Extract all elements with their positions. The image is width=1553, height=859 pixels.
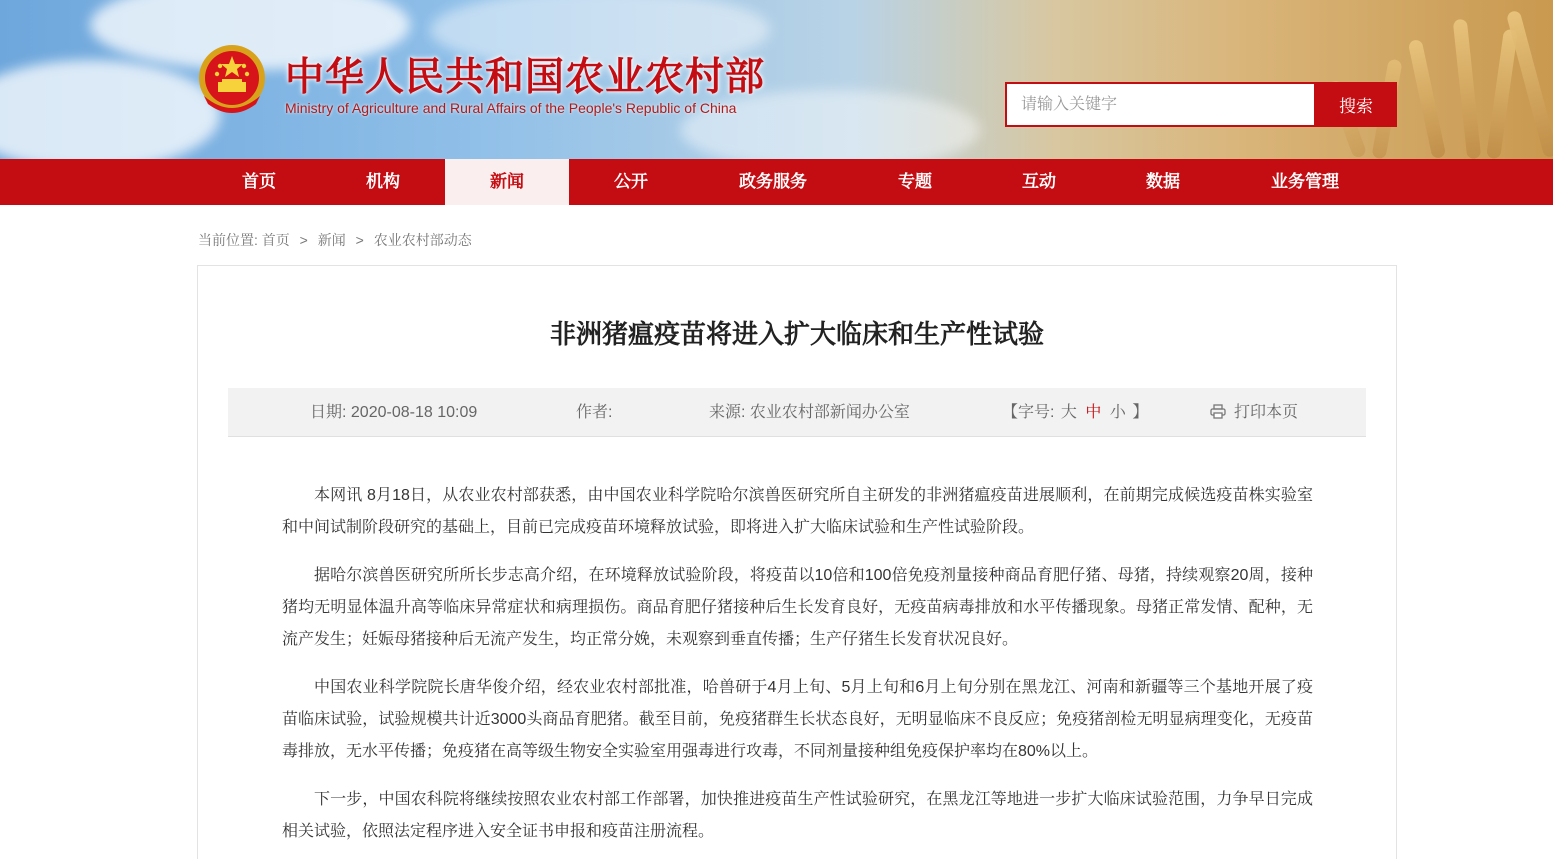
banner-wheat xyxy=(1506,10,1553,159)
header-banner xyxy=(0,0,1553,159)
meta-author-label: 作者: xyxy=(576,404,613,421)
breadcrumb-news[interactable]: 新闻 xyxy=(317,232,346,248)
font-size-large-link[interactable]: 大 xyxy=(1060,404,1077,421)
nav-item-public[interactable]: 公开 xyxy=(614,172,648,191)
nav-item-home[interactable]: 首页 xyxy=(242,172,276,191)
breadcrumb xyxy=(198,230,472,250)
article-body xyxy=(282,480,1313,859)
breadcrumb-ministry-news[interactable]: 农业农村部动态 xyxy=(373,232,472,248)
print-page-label: 打印本页 xyxy=(1234,404,1299,421)
meta-author xyxy=(576,388,612,437)
breadcrumb-prefix: 当前位置: xyxy=(198,232,258,248)
site-title[interactable]: 中华人民共和国农业农村部 xyxy=(285,54,766,100)
article-title: 非洲猪瘟疫苗将进入扩大临床和生产性试验 xyxy=(549,319,1044,349)
font-size-small-link[interactable]: 小 xyxy=(1109,404,1126,421)
nav-item-news[interactable]: 新闻 xyxy=(445,159,569,205)
article-meta-bar xyxy=(228,388,1366,437)
nav-item-interaction[interactable]: 互动 xyxy=(1022,172,1056,191)
search-input[interactable] xyxy=(1005,82,1316,127)
site-subtitle: Ministry of Agriculture and Rural Affairs of the People's Republic of China xyxy=(285,100,737,116)
meta-date-value: 2020-08-18 10:09 xyxy=(350,404,478,421)
article-paragraph: 本网讯 8月18日，从农业农村部获悉，由中国农业科学院哈尔滨兽医研究所自主研发的非洲猪瘟疫苗进展顺利，在前期完成候选疫苗株实验室和中间试制阶段研究的基础上，目前已完成疫苗环境释放试验，即将进入扩大临床试验和生产性试验阶段。 xyxy=(282,487,1313,536)
main-nav xyxy=(0,159,1553,205)
meta-date xyxy=(310,388,477,437)
print-page-button[interactable] xyxy=(1210,388,1298,437)
search-button[interactable]: 搜索 xyxy=(1315,82,1397,127)
banner-wheat xyxy=(1408,39,1447,159)
article-paragraph: 中国农业科学院院长唐华俊介绍，经农业农村部批准，哈兽研于4月上旬、5月上旬和6月上旬分别在黑龙江、河南和新疆等三个基地开展了疫苗临床试验，试验规模共计近3000头商品育肥猪。截至目前，免疫猪群生长状态良好，无明显临床不良反应；免疫猪剖检无明显病理变化，无疫苗毒排放，无水平传播；免疫猪在高等级生物安全实验室用强毒进行攻毒，不同剂量接种组免疫保护率均在80%以上。 xyxy=(282,679,1313,760)
font-size-label: 【字号: xyxy=(1002,404,1055,421)
meta-date-label: 日期: xyxy=(310,404,347,421)
breadcrumb-separator: > xyxy=(355,232,364,248)
article-paragraph: 据哈尔滨兽医研究所所长步志高介绍，在环境释放试验阶段，将疫苗以10倍和100倍免疫剂量接种商品育肥仔猪、母猪，持续观察20周，接种猪均无明显体温升高等临床异常症状和病理损伤。商品育肥仔猪接种后生长发育良好，无疫苗病毒排放和水平传播现象。母猪正常发情、配种，无流产发生；妊娠母猪接种后无流产发生，均正常分娩，未观察到垂直传播；生产仔猪生长发育状况良好。 xyxy=(282,567,1313,648)
nav-item-organization[interactable]: 机构 xyxy=(366,172,400,191)
banner-cloud xyxy=(0,60,220,159)
font-size-medium-link[interactable]: 中 xyxy=(1085,404,1102,421)
breadcrumb-separator: > xyxy=(299,232,308,248)
breadcrumb-home[interactable]: 首页 xyxy=(261,232,290,248)
article-paragraph: 下一步，中国农科院将继续按照农业农村部工作部署，加快推进疫苗生产性试验研究，在黑龙江等地进一步扩大临床试验范围，力争早日完成相关试验，依照法定程序进入安全证书申报和疫苗注册流程。 xyxy=(282,791,1313,840)
printer-icon xyxy=(1210,404,1226,419)
font-size-control xyxy=(1002,388,1148,437)
nav-item-data[interactable]: 数据 xyxy=(1146,172,1180,191)
banner-wheat xyxy=(1453,19,1482,159)
meta-source xyxy=(709,388,910,437)
nav-item-business-management[interactable]: 业务管理 xyxy=(1271,172,1339,191)
nav-item-topics[interactable]: 专题 xyxy=(898,172,932,191)
banner-wheat xyxy=(1486,29,1518,159)
meta-source-label: 来源: xyxy=(709,404,746,421)
font-size-close: 】 xyxy=(1132,404,1149,421)
nav-item-government-services[interactable]: 政务服务 xyxy=(739,172,807,191)
national-emblem-icon[interactable] xyxy=(196,42,268,120)
meta-source-value: 农业农村部新闻办公室 xyxy=(749,404,910,421)
